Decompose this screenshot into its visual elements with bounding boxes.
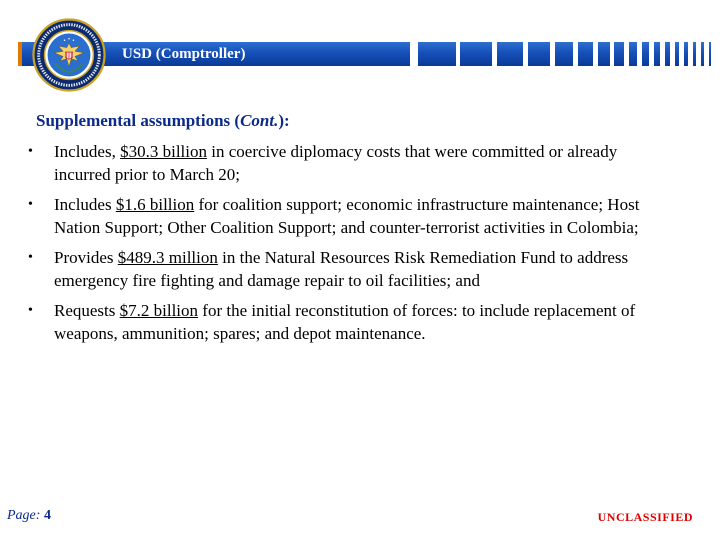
header-band-segment bbox=[654, 42, 660, 66]
section-heading bbox=[36, 111, 290, 131]
header-band-segment bbox=[701, 42, 704, 66]
page-indicator bbox=[7, 508, 51, 524]
header-band-segment bbox=[460, 42, 492, 66]
item-amount: $489.3 million bbox=[117, 248, 218, 267]
header-band-segment bbox=[578, 42, 593, 66]
header-band-segment bbox=[665, 42, 670, 66]
header-band-segment bbox=[497, 42, 523, 66]
item-text: Includes, bbox=[54, 142, 121, 161]
item-text: Provides bbox=[54, 248, 118, 267]
header-band-segment bbox=[693, 42, 696, 66]
item-amount: $1.6 billion bbox=[115, 195, 195, 214]
heading-cont: Cont. bbox=[240, 111, 279, 130]
page-number: 4 bbox=[43, 508, 51, 523]
heading-suffix: ): bbox=[278, 111, 290, 130]
list-item bbox=[26, 299, 676, 345]
item-amount: $30.3 billion bbox=[120, 142, 207, 161]
dod-seal-logo bbox=[32, 18, 106, 92]
list-item bbox=[26, 246, 676, 292]
header-band-segment bbox=[684, 42, 688, 66]
header-band-segment bbox=[598, 42, 610, 66]
header-band-segment bbox=[642, 42, 649, 66]
bullet-icon: • bbox=[28, 303, 33, 318]
header-band-segment bbox=[675, 42, 679, 66]
item-text: for the initial reconstitution of forces: to include replacement of weapons, ammunition; spares; and depot maintenance. bbox=[54, 301, 636, 343]
header-band-segment bbox=[629, 42, 637, 66]
heading-prefix: Supplemental assumptions ( bbox=[36, 111, 241, 130]
header-band-segment bbox=[528, 42, 550, 66]
assumptions-list bbox=[26, 140, 676, 352]
header-band-segment bbox=[418, 42, 456, 66]
list-item bbox=[26, 140, 676, 186]
header-band-segment bbox=[614, 42, 624, 66]
item-text: in coercive diplomacy costs that were committed or already incurred prior to March 20; bbox=[54, 142, 618, 184]
bullet-icon: • bbox=[28, 144, 33, 159]
classification-label: UNCLASSIFIED bbox=[597, 510, 693, 524]
bullet-icon: • bbox=[28, 250, 33, 265]
item-text: in the Natural Resources Risk Remediation Fund to address emergency fire fighting and damage repair to oil facilities; and bbox=[54, 248, 629, 290]
item-text: Requests bbox=[54, 301, 120, 320]
header-band-segment bbox=[709, 42, 711, 66]
header-band-segment bbox=[555, 42, 573, 66]
item-text: Includes bbox=[54, 195, 116, 214]
list-item bbox=[26, 193, 676, 239]
bullet-icon: • bbox=[28, 197, 33, 212]
item-text: for coalition support; economic infrastructure maintenance; Host Nation Support; Other Coalition Support; and counter-terrorist activities in Colombia; bbox=[54, 195, 640, 237]
header-band bbox=[0, 42, 720, 66]
header-title: USD (Comptroller) bbox=[122, 46, 246, 62]
item-amount: $7.2 billion bbox=[119, 301, 199, 320]
page-label: Page: bbox=[7, 508, 41, 523]
